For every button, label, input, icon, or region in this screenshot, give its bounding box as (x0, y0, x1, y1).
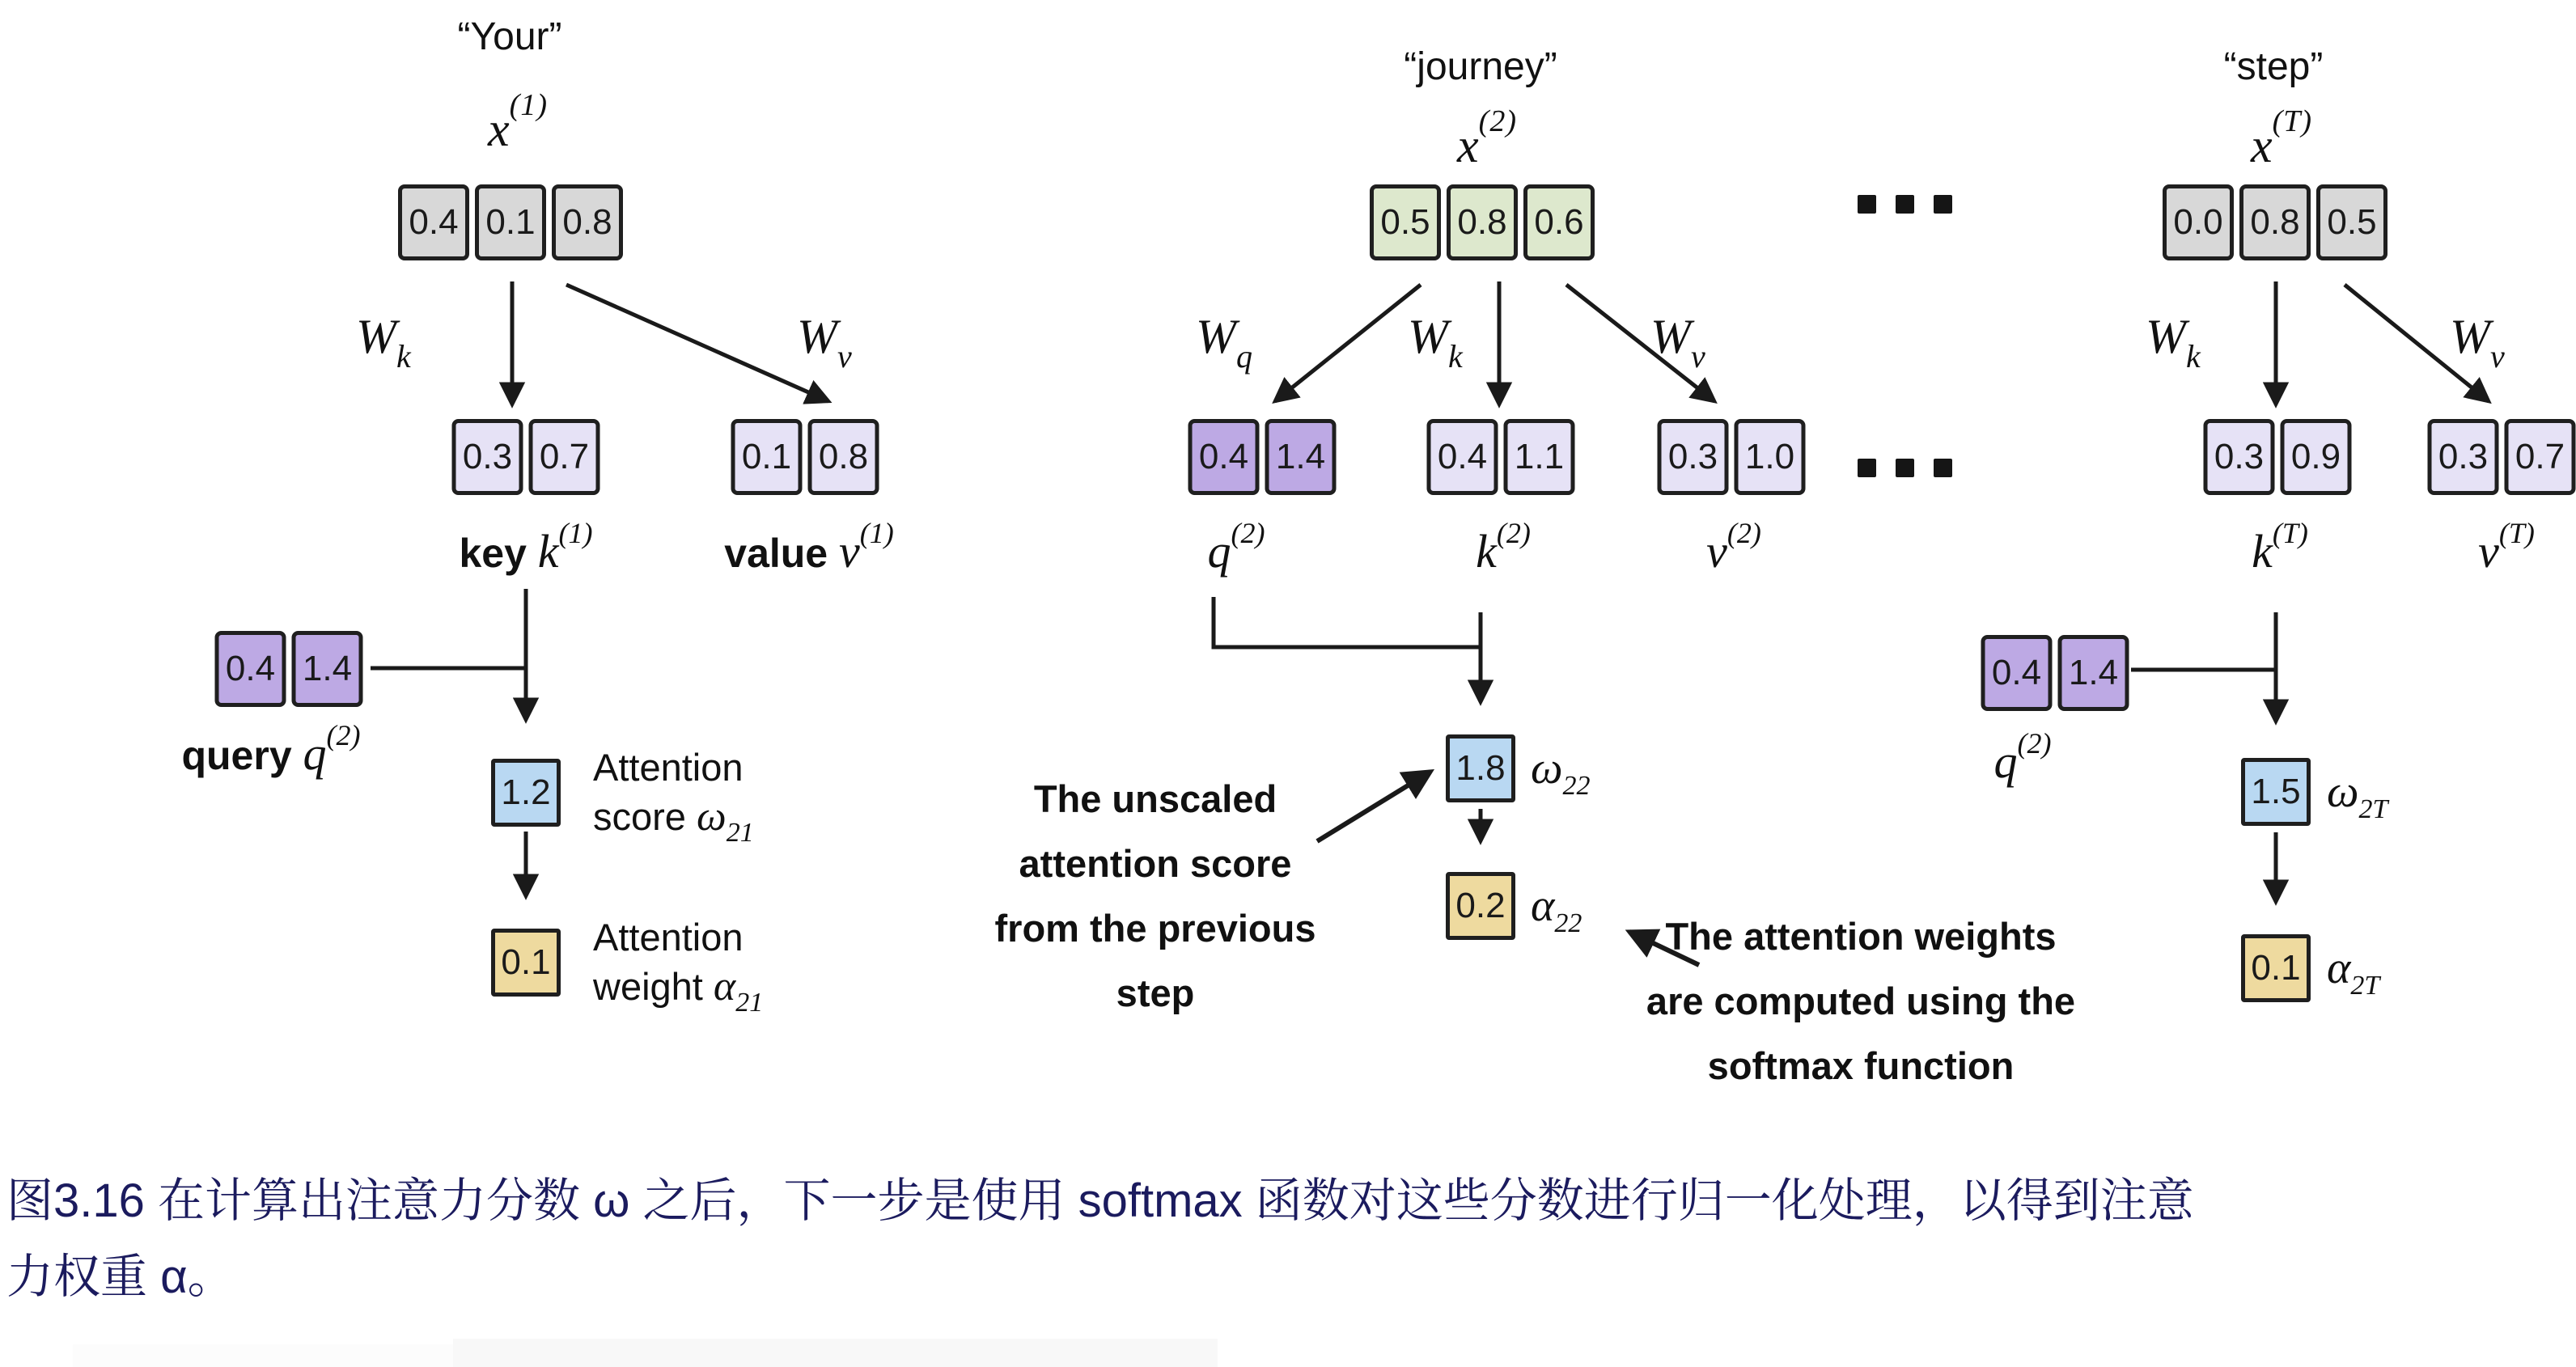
unscaled-annotation-arrow (1317, 772, 1430, 841)
math-symbol: W (1650, 310, 1691, 363)
dot (1934, 459, 1952, 477)
key-label (1476, 516, 1531, 578)
attention-weight-box: 0.2 (1446, 872, 1515, 940)
weight-matrix-label-wv (797, 309, 852, 375)
annotation-line: softmax function (1707, 1044, 2015, 1087)
omega-symbol: ω (1531, 743, 1563, 794)
alpha-symbol: α (1531, 881, 1555, 931)
value-label (1706, 516, 1761, 578)
math-symbol: v (839, 525, 860, 578)
weight-matrix-label-wq (1196, 309, 1252, 375)
attention-weight-box: 0.1 (2241, 934, 2311, 1002)
math-subscript: v (2489, 338, 2505, 375)
vector-cell: 0.7 (2505, 419, 2576, 495)
math-subscript: k (396, 338, 411, 375)
embedding-vector-label (488, 87, 548, 158)
figure-caption (6, 1163, 2194, 1315)
vector-cell: 0.4 (1188, 419, 1260, 495)
caption-line: 力权重 α。 (6, 1251, 235, 1303)
vector-cell: 0.3 (2428, 419, 2499, 495)
query-vector (215, 631, 363, 707)
embedding-vector (1370, 184, 1595, 260)
math-superscript: (2) (1727, 517, 1761, 549)
label-word: weight (593, 965, 714, 1008)
math-superscript: (1) (509, 88, 548, 122)
math-symbol: W (797, 310, 837, 363)
math-symbol: W (2146, 310, 2186, 363)
math-symbol: k (1476, 525, 1497, 578)
annotation-line: attention score (1019, 842, 1292, 885)
annotation-unscaled-score (995, 767, 1316, 1026)
label-line: Attention (593, 746, 744, 789)
token-word: “step” (2223, 45, 2324, 88)
math-subscript: k (2185, 338, 2201, 375)
label-line: Attention (593, 916, 744, 959)
dot (1858, 195, 1876, 214)
vector-cell: 0.6 (1523, 184, 1595, 260)
query-elbow-t2 (1214, 597, 1479, 647)
annotation-line: from the previous (994, 907, 1316, 950)
ellipsis-dots (1858, 195, 1952, 214)
vector-cell: 0.3 (1658, 419, 1729, 495)
math-symbol: x (488, 103, 510, 156)
attention-score-box: 1.2 (491, 759, 561, 827)
vector-cell: 0.4 (398, 184, 469, 260)
wv-arrow-t1 (566, 285, 828, 401)
math-superscript: (1) (859, 517, 894, 549)
math-symbol: q (1993, 735, 2018, 788)
alpha-symbol: α (713, 963, 736, 1009)
query-label (1994, 726, 2052, 789)
vector-cell: 0.0 (2163, 184, 2234, 260)
label-word: query (181, 733, 303, 778)
annotation-line: The attention weights (1665, 915, 2057, 958)
annotation-line: The unscaled (1033, 777, 1277, 820)
embedding-vector-label (2251, 104, 2312, 174)
attention-score-symbol (1531, 743, 1591, 802)
weight-matrix-label-wk (1408, 309, 1463, 375)
key-label (2252, 516, 2308, 578)
vector-cell: 0.5 (1370, 184, 1441, 260)
math-superscript: (T) (2272, 517, 2308, 549)
attention-weight-symbol (2327, 942, 2379, 1001)
vector-cell: 0.1 (731, 419, 803, 495)
math-superscript: (T) (2272, 104, 2313, 138)
math-superscript: (2) (2017, 727, 2052, 760)
vector-cell: 1.1 (1504, 419, 1575, 495)
vector-cell: 0.4 (215, 631, 286, 707)
query-label (1208, 516, 1265, 578)
value-vector (2428, 419, 2576, 495)
dot (1934, 195, 1952, 214)
math-symbol: q (303, 727, 327, 780)
math-superscript: (2) (1478, 104, 1517, 138)
math-symbol: W (1408, 310, 1448, 363)
label-word: key (459, 531, 538, 576)
math-symbol: k (537, 525, 559, 578)
key-vector (452, 419, 600, 495)
vector-cell: 1.4 (292, 631, 363, 707)
value-vector (1658, 419, 1806, 495)
query-vector (1981, 635, 2129, 711)
vector-cell: 0.1 (475, 184, 546, 260)
math-subscript: 22 (1554, 908, 1582, 938)
math-subscript: 21 (735, 988, 764, 1018)
attention-score-box: 1.8 (1446, 734, 1515, 802)
math-symbol: W (1196, 310, 1236, 363)
faint-strip (453, 1339, 1218, 1367)
wq-arrow-t2 (1275, 285, 1421, 401)
label-line (593, 962, 763, 1027)
value-vector (731, 419, 879, 495)
vector-cell: 0.9 (2281, 419, 2352, 495)
key-vector (1427, 419, 1575, 495)
vector-cell: 0.4 (1981, 635, 2053, 711)
embedding-vector (2163, 184, 2387, 260)
key-label (459, 516, 592, 578)
math-subscript: q (1235, 338, 1252, 375)
weight-matrix-label-wk (356, 309, 411, 375)
math-superscript: (1) (558, 517, 593, 549)
math-subscript: k (1447, 338, 1463, 375)
math-subscript: 21 (726, 818, 754, 848)
vector-cell: 1.4 (1265, 419, 1337, 495)
math-superscript: (T) (2498, 517, 2535, 549)
math-symbol: x (2250, 119, 2273, 172)
label-line (593, 792, 754, 857)
math-subscript: 22 (1562, 771, 1591, 801)
annotation-softmax-weights (1646, 904, 2075, 1098)
token-word: “journey” (1404, 45, 1557, 88)
omega-symbol: ω (2327, 767, 2359, 817)
embedding-vector (398, 184, 623, 260)
label-word: value (724, 531, 840, 576)
weight-matrix-label-wv (1650, 309, 1705, 375)
math-symbol: q (1207, 525, 1231, 578)
omega-symbol: ω (697, 794, 727, 840)
attention-score-label (593, 743, 754, 857)
query-vector (1188, 419, 1337, 495)
value-label (2478, 516, 2535, 578)
math-symbol: W (356, 310, 396, 363)
annotation-line: are computed using the (1646, 980, 2076, 1022)
math-subscript: v (1690, 338, 1705, 375)
query-label (181, 718, 360, 781)
dot (1896, 459, 1914, 477)
key-vector (2204, 419, 2352, 495)
value-label (724, 516, 893, 578)
vector-cell: 1.0 (1735, 419, 1806, 495)
vector-cell: 0.8 (808, 419, 879, 495)
math-superscript: (2) (326, 719, 361, 751)
ellipsis-dots (1858, 459, 1952, 477)
weight-matrix-label-wv (2450, 309, 2505, 375)
vector-cell: 0.8 (2239, 184, 2311, 260)
embedding-vector-label (1457, 104, 1517, 174)
attention-weight-symbol (1531, 880, 1582, 939)
token-word: “Your” (457, 15, 562, 58)
math-symbol: v (1706, 525, 1727, 578)
vector-cell: 0.7 (529, 419, 600, 495)
vector-cell: 0.3 (2204, 419, 2275, 495)
attention-weight-box: 0.1 (491, 929, 561, 997)
annotation-line: step (1116, 971, 1195, 1014)
math-superscript: (2) (1496, 517, 1531, 549)
math-subscript: v (837, 338, 852, 375)
attention-weight-label (593, 912, 763, 1027)
weight-matrix-label-wk (2146, 309, 2201, 375)
vector-cell: 0.3 (452, 419, 523, 495)
math-symbol: W (2450, 310, 2490, 363)
attention-score-symbol (2327, 766, 2387, 825)
faint-strip (73, 1344, 453, 1367)
math-subscript: 2T (2350, 971, 2380, 1001)
dot (1858, 459, 1876, 477)
attention-score-box: 1.5 (2241, 758, 2311, 826)
caption-line: 图3.16 在计算出注意力分数 ω 之后，下一步是使用 softmax 函数对这些分数进行归一化处理，以得到注意 (6, 1174, 2194, 1227)
math-symbol: v (2478, 525, 2499, 578)
vector-cell: 0.5 (2316, 184, 2387, 260)
math-superscript: (2) (1231, 517, 1265, 549)
vector-cell: 0.8 (552, 184, 623, 260)
math-symbol: x (1457, 119, 1479, 172)
math-subscript: 2T (2358, 794, 2388, 824)
math-symbol: k (2252, 525, 2273, 578)
vector-cell: 0.8 (1447, 184, 1518, 260)
vector-cell: 1.4 (2058, 635, 2129, 711)
vector-cell: 0.4 (1427, 419, 1498, 495)
label-word: score (593, 795, 697, 838)
alpha-symbol: α (2327, 943, 2351, 993)
dot (1896, 195, 1914, 214)
